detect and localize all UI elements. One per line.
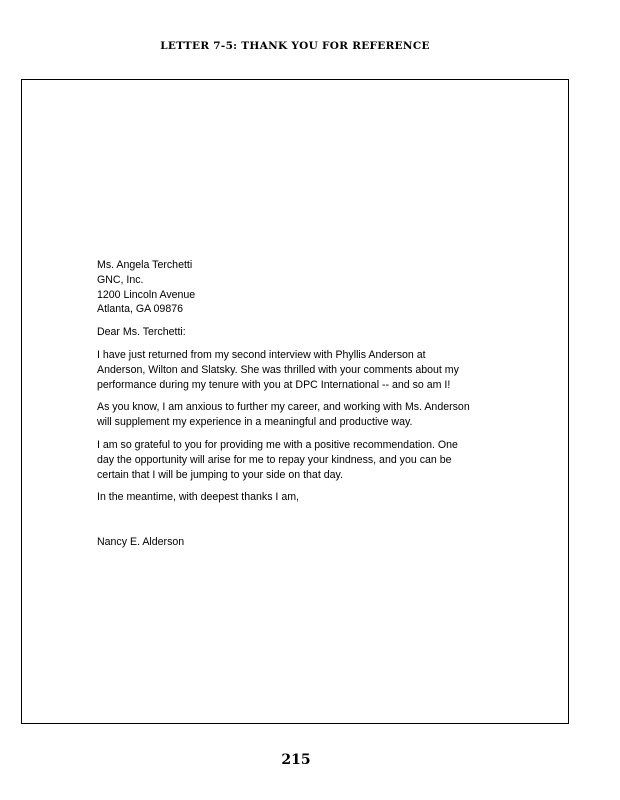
page-number: 215 [281, 752, 311, 768]
body-paragraph: I am so grateful to you for providing me with a positive recommendation. One day the opportunity will arise for me to repay your kindness, and you can be certain that I will be jumping to your side on that day. [97, 438, 458, 481]
recipient-street: 1200 Lincoln Avenue [97, 288, 196, 301]
recipient-name: Ms. Angela Terchetti [97, 259, 193, 271]
letter-body [97, 258, 507, 550]
recipient-city: Atlanta, GA 09876 [97, 303, 183, 316]
recipient-address [97, 258, 507, 317]
letter-frame [21, 79, 569, 724]
signature: Nancy E. Alderson [97, 536, 185, 549]
body-paragraph: I have just returned from my second interview with Phyllis Anderson at Anderson, Wilton and Slatsky. She was thrilled with your comments about my performance during my tenure with you at DPC International -- and so am I! [97, 348, 459, 391]
body-paragraph: As you know, I am anxious to further my career, and working with Ms. Anderson will supplement my experience in a meaningful and productive way. [97, 401, 470, 429]
closing: In the meantime, with deepest thanks I am, [97, 491, 299, 504]
recipient-company: GNC, Inc. [97, 273, 144, 286]
salutation: Dear Ms. Terchetti: [97, 326, 186, 339]
page-title: LETTER 7-5: THANK YOU FOR REFERENCE [160, 40, 430, 52]
